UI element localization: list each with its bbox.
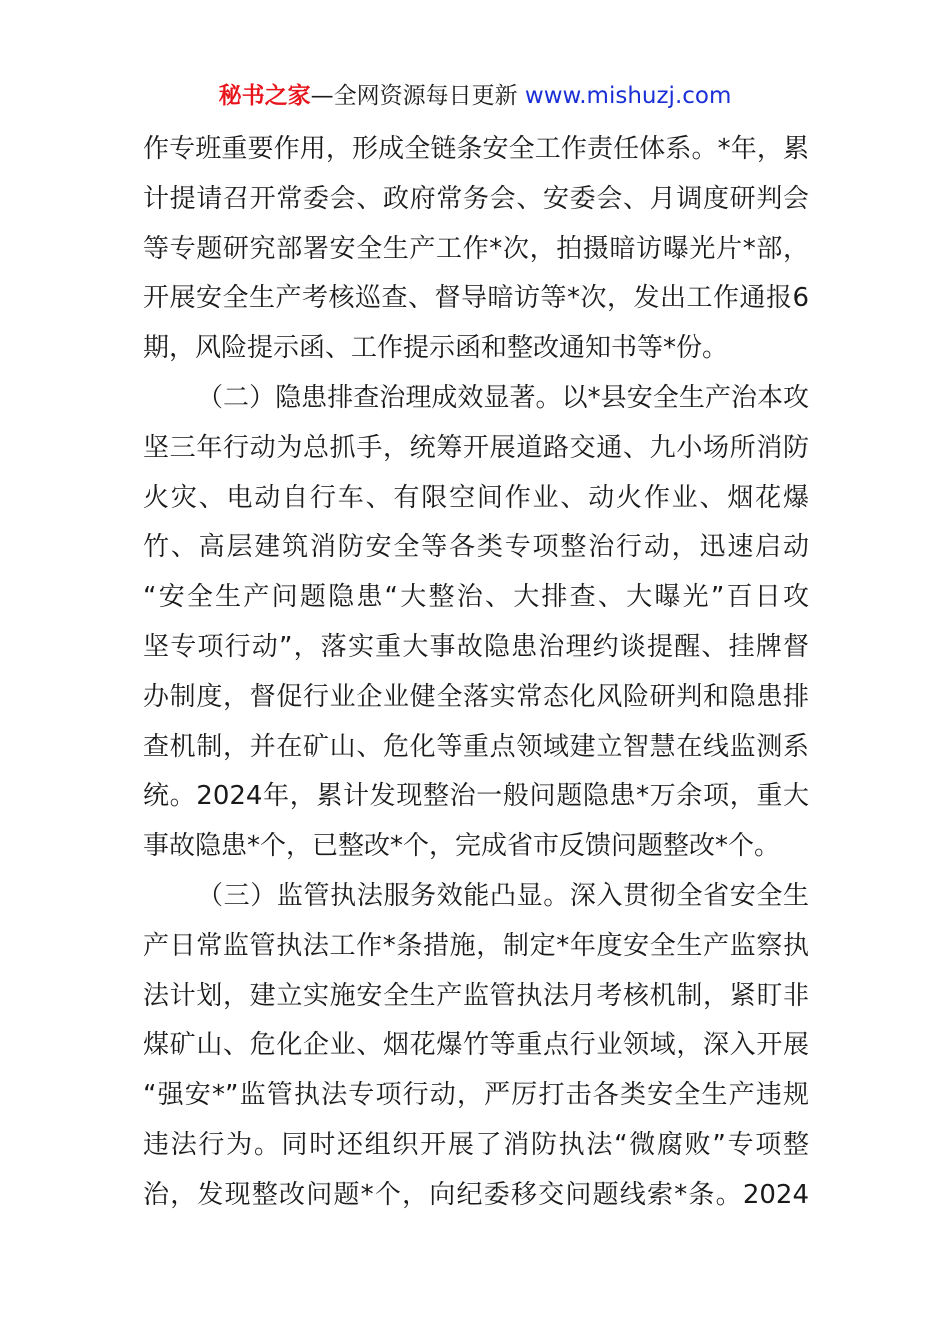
site-header bbox=[0, 80, 950, 112]
text-line: “安全生产问题隐患“大整治、大排查、大曝光”百日攻 bbox=[143, 582, 809, 613]
section-heading-line: （三）监管执法服务效能凸显。深入贯彻全省安全生 bbox=[197, 880, 809, 911]
text-line: 法计划，建立实施安全生产监管执法月考核机制，紧盯非 bbox=[143, 980, 809, 1011]
text-line: 坚三年行动为总抓手，统筹开展道路交通、九小场所消防 bbox=[143, 432, 809, 463]
text-line: 期，风险提示函、工作提示函和整改通知书等*份。 bbox=[143, 333, 729, 364]
text-line: 煤矿山、危化企业、烟花爆竹等重点行业领域，深入开展 bbox=[143, 1030, 809, 1061]
text-line: “强安*”监管执法专项行动，严厉打击各类安全生产违规 bbox=[143, 1080, 809, 1111]
text-line: 办制度，督促行业企业健全落实常态化风险研判和隐患排 bbox=[143, 681, 809, 712]
text-line: 坚专项行动”，落实重大事故隐患治理约谈提醒、挂牌督 bbox=[143, 631, 809, 662]
text-line: 火灾、电动自行车、有限空间作业、动火作业、烟花爆 bbox=[143, 482, 809, 513]
text-line: 作专班重要作用，形成全链条安全工作责任体系。*年，累 bbox=[143, 134, 809, 164]
text-line: 事故隐患*个，已整改*个，完成省市反馈问题整改*个。 bbox=[143, 831, 781, 862]
text-line: 等专题研究部署安全生产工作*次，拍摄暗访曝光片*部， bbox=[143, 233, 809, 264]
document-body bbox=[143, 125, 809, 1221]
text-line: 开展安全生产考核巡查、督导暗访等*次，发出工作通报6 bbox=[143, 283, 809, 314]
text-line: 计提请召开常委会、政府常务会、安委会、月调度研判会 bbox=[143, 183, 809, 214]
site-slogan: —全网资源每日更新 bbox=[310, 83, 518, 109]
text-line: 查机制，并在矿山、危化等重点领域建立智慧在线监测系 bbox=[143, 731, 809, 762]
text-line: 产日常监管执法工作*条措施，制定*年度安全生产监察执 bbox=[143, 930, 809, 961]
site-brand: 秘书之家 bbox=[218, 83, 311, 109]
site-url-link[interactable]: www.mishuzj.com bbox=[524, 83, 732, 109]
section-heading-line: （二）隐患排查治理成效显著。以*县安全生产治本攻 bbox=[197, 382, 809, 413]
text-line: 统。2024年，累计发现整治一般问题隐患*万余项，重大 bbox=[143, 781, 809, 812]
text-line: 违法行为。同时还组织开展了消防执法“微腐败”专项整 bbox=[143, 1129, 809, 1160]
text-line: 治，发现整改问题*个，向纪委移交问题线索*条。2024 bbox=[143, 1179, 809, 1210]
text-line: 竹、高层建筑消防安全等各类专项整治行动，迅速启动 bbox=[143, 532, 809, 563]
